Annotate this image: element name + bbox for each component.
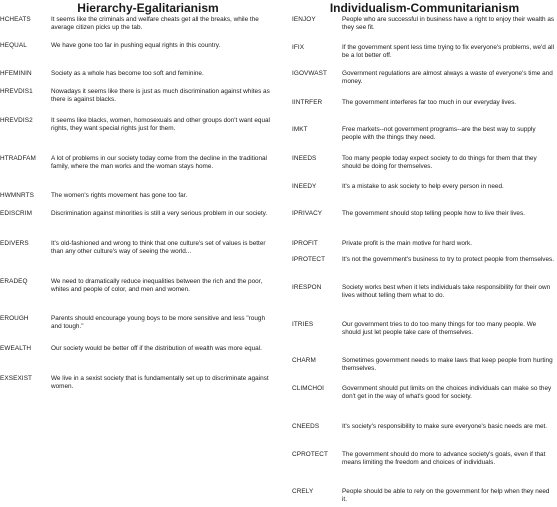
hierarchy-egalitarianism-column: [0, 0, 278, 391]
item-code: ERADEQ: [0, 278, 28, 285]
item-text: We need to dramatically reduce inequalities between the rich and the poor, whites and people of color, and men and women.: [51, 278, 263, 294]
item-text: Society as a whole has become too soft and feminine.: [51, 70, 204, 77]
item-text: We have gone too far in pushing equal rights in this country.: [51, 42, 221, 49]
item-text: We live in a sexist society that is fundamentally set up to discriminate against women.: [51, 375, 269, 391]
item-code: IFIX: [292, 44, 305, 51]
item-text: It's a mistake to ask society to help every person in need.: [342, 183, 504, 190]
item-text: A lot of problems in our society today come from the decline in the traditional family, where the man works and the woman stays home.: [51, 155, 267, 171]
item-text: The government interferes far too much in our everyday lives.: [342, 99, 517, 106]
item-text: Free markets--not government programs--are the best way to supply people with the things they need.: [342, 126, 536, 142]
item-code: CHARM: [292, 357, 316, 364]
item-code: HCHEATS: [0, 16, 31, 23]
item-code: IPRIVACY: [292, 210, 323, 217]
item-code: EXSEXIST: [0, 375, 33, 382]
item-text: Discrimination against minorities is still a very serious problem in our society.: [51, 210, 268, 217]
item-text: Nowadays it seems like there is just as much discrimination against whites as there is against blacks.: [51, 88, 270, 104]
item-code: HEQUAL: [0, 42, 27, 49]
item-code: HFEMININ: [0, 70, 32, 77]
item-code: HREVDIS2: [0, 117, 33, 124]
item-code: HWMNRTS: [0, 192, 34, 199]
item-code: IENJOY: [292, 16, 316, 23]
item-text: Sometimes government needs to make laws that keep people from hurting themselves.: [342, 357, 553, 373]
item-code: HTRADFAM: [0, 155, 36, 162]
item-code: CNEEDS: [292, 423, 320, 430]
column-title-hierarchy-egalitarianism: Hierarchy-Egalitarianism: [77, 1, 219, 15]
item-code: CPROTECT: [292, 451, 328, 458]
item-code: IPROTECT: [292, 256, 326, 263]
item-code: CRELY: [292, 488, 314, 495]
item-text: The government should do more to advance society's goals, even if that means limiting the freedom and choices of individuals.: [342, 451, 546, 467]
item-text: People who are successful in business have a right to enjoy their wealth as they see fit.: [342, 16, 555, 32]
item-text: It seems like blacks, women, homosexuals and other groups don't want equal rights, they want special rights just for them.: [51, 117, 270, 133]
item-code: IPROFIT: [292, 240, 318, 247]
item-text: Government regulations are almost always a waste of everyone's time and money.: [342, 70, 553, 86]
item-text: Parents should encourage young boys to be more sensitive and less "rough and tough.": [51, 315, 266, 331]
item-code: ITRIES: [292, 321, 314, 328]
item-text: People should be able to rely on the government for help when they need it.: [342, 488, 550, 504]
item-text: Society works best when it lets individuals take responsibility for their own lives without telling them what to do.: [342, 284, 551, 300]
item-text: Private profit is the main motive for hard work.: [342, 240, 472, 247]
item-text: Our government tries to do too many things for too many people. We should just let people take care of themselves.: [342, 321, 537, 337]
item-code: IRESPON: [292, 284, 322, 291]
item-code: EWEALTH: [0, 345, 32, 352]
item-text: Too many people today expect society to do things for them that they should be doing for themselves.: [342, 155, 537, 171]
item-code: EDIVERS: [0, 240, 29, 247]
item-text: The government should stop telling people how to live their lives.: [342, 210, 525, 217]
item-code: INEEDS: [292, 155, 317, 162]
item-text: It's not the government's business to try to protect people from themselves.: [342, 256, 555, 263]
item-text: If the government spent less time trying to fix everyone's problems, we'd all be a lot better off.: [342, 44, 555, 60]
item-code: HREVDIS1: [0, 88, 33, 95]
item-code: INEEDY: [292, 183, 317, 190]
item-code: CLIMCHOI: [292, 385, 325, 392]
item-code: EDISCRIM: [0, 210, 33, 217]
item-code: IGOVWAST: [292, 70, 328, 77]
item-code: IMKT: [292, 126, 308, 133]
item-code: IINTRFER: [292, 99, 323, 106]
item-code: EROUGH: [0, 315, 29, 322]
column-title-individualism-communitarianism: Individualism-Communitarianism: [329, 1, 520, 15]
item-text: The women's rights movement has gone too far.: [51, 192, 188, 199]
individualism-communitarianism-column: [292, 0, 557, 504]
item-text: It's old-fashioned and wrong to think that one culture's set of values is better than any other culture's way of seeing the world...: [51, 240, 266, 256]
item-text: It seems like the criminals and welfare cheats get all the breaks, while the average citizen picks up the tab.: [51, 16, 259, 32]
item-text: Our society would be better off if the distribution of wealth was more equal.: [51, 345, 262, 352]
item-text: It's society's responsibility to make sure everyone's basic needs are met.: [342, 423, 548, 430]
item-text: Government should put limits on the choices individuals can make so they don't get in the way of what's good for society.: [342, 385, 552, 401]
